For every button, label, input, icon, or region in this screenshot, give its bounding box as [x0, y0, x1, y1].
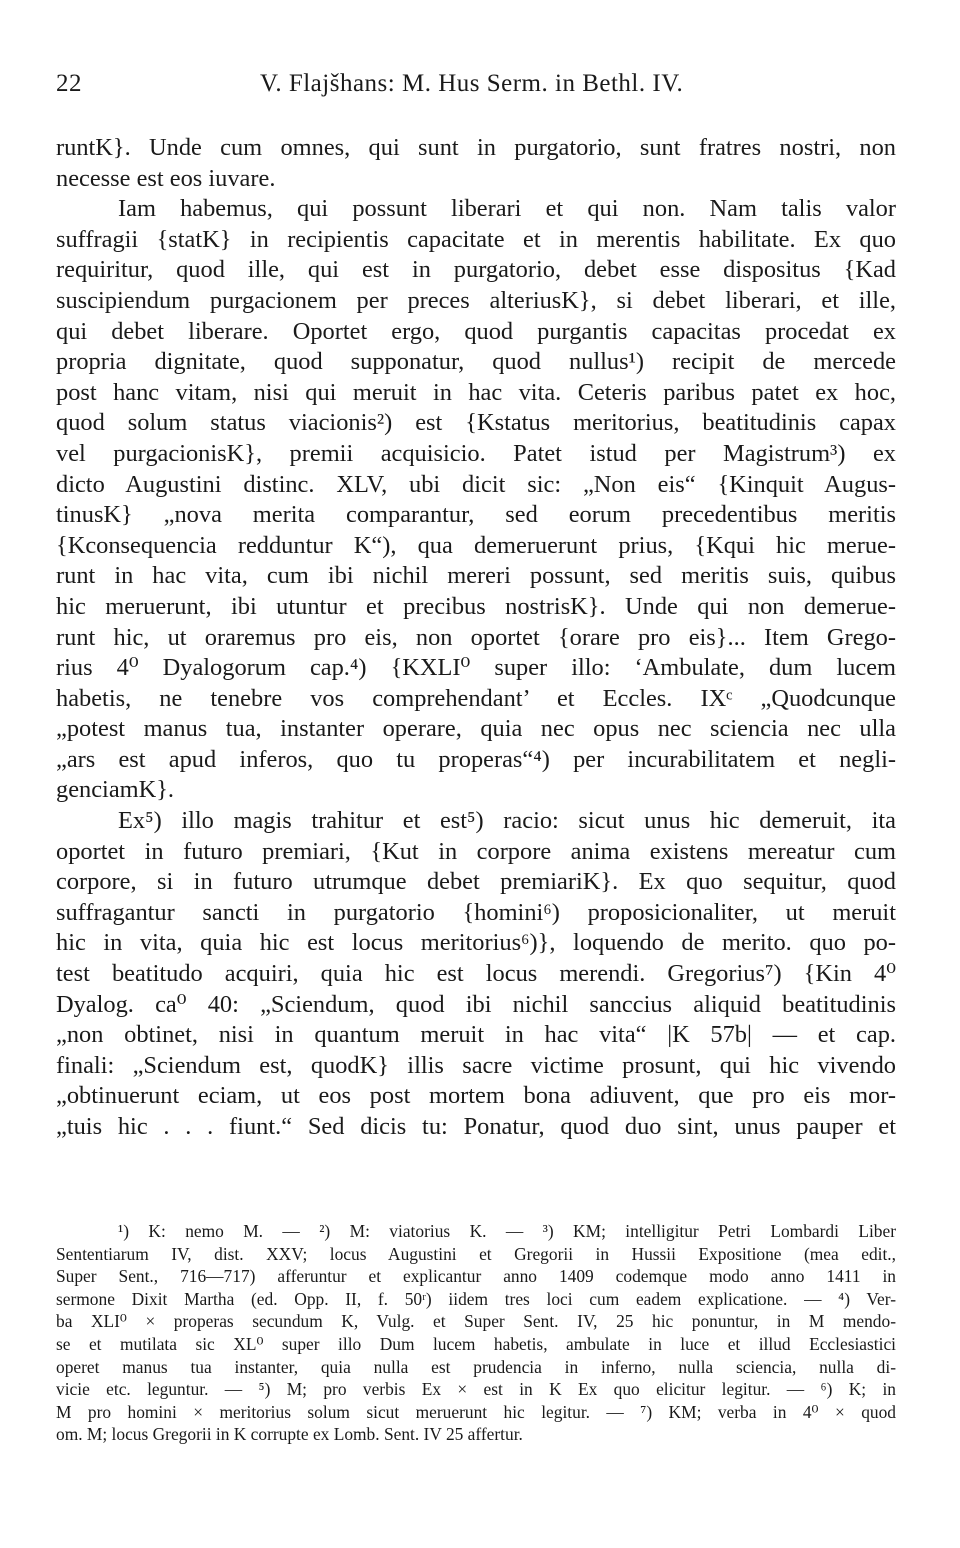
footnote-line: Sententiarum IV, dist. XXV; locus Augustini et Gregorii in Hussii Expositione (mea edit.,: [56, 1243, 896, 1264]
text-line: Iam habemus, qui possunt liberari et qui non. Nam talis valor: [118, 195, 896, 223]
page-number: 22: [56, 70, 82, 97]
text-line: hic in vita, quia hic est locus meritorius⁶)}, loquendo de merito. quo po-: [56, 929, 896, 957]
text-line: genciamK}.: [56, 776, 175, 804]
footnote-line: operet manus tua instanter, quia nulla est prudencia in inferno, nulla sciencia, nulla di-: [56, 1356, 896, 1377]
main-text: [56, 133, 896, 1143]
footnote-line: ba XLI⁰ × properas secundum K, Vulg. et Super Sent. IV, 25 hic ponuntur, in M mendo-: [56, 1311, 896, 1332]
text-line: vel purgacionisK}, premii acquisicio. Patet istud per Magistrum³) ex: [56, 439, 896, 467]
text-line: oportet in futuro premiari, {Kut in corpore anima existens mereatur cum: [56, 837, 896, 865]
text-line: {Kconsequencia redduntur K“), qua demeruerunt prius, {Kqui hic merue-: [56, 531, 896, 559]
text-line: dicto Augustini distinc. XLV, ubi dicit sic: „Non eis“ {Kinquit Augus-: [56, 470, 896, 498]
text-line: „potest manus tua, instanter operare, quia nec opus nec sciencia nec ulla: [56, 715, 896, 743]
footnote-line: sermone Dixit Martha (ed. Opp. II, f. 50ʳ) iidem tres loci cum eadem explicatione. — ⁴) Ver-: [56, 1288, 896, 1309]
text-line: runt hic, ut oraremus pro eis, non oportet {orare pro eis}... Item Grego-: [56, 623, 896, 651]
text-line: „tuis hic . . . fiunt.“ Sed dicis tu: Ponatur, quod duo sint, unus pauper et: [56, 1113, 896, 1140]
text-line: Dyalog. ca⁰ 40: „Sciendum, quod ibi nichil sanccius aliquid beatitudinis: [56, 990, 896, 1018]
text-line: necesse est eos iuvare.: [56, 164, 276, 192]
running-title: V. Flajšhans: M. Hus Serm. in Bethl. IV.: [260, 70, 684, 97]
text-line: requiritur, quod ille, qui est in purgatorio, debet esse dispositus {Kad: [56, 256, 896, 284]
text-line: test beatitudo acquiri, quia hic est locus merendi. Gregorius⁷) {Kin 4⁰: [56, 960, 896, 988]
text-line: corpore, si in futuro utrumque debet premiariK}. Ex quo sequitur, quod: [56, 868, 896, 896]
text-line: quod solum status viacionis²) est {Kstatus meritorius, beatitudinis capax: [56, 409, 896, 437]
text-line: „non obtinet, nisi in quantum meruit in hac vita“ |K 57b| — et cap.: [56, 1021, 896, 1049]
footnote-line: se et mutilata sic XL⁰ super illo Dum lucem habetis, ambulate in luce et illud Ecclesiastici: [56, 1333, 896, 1354]
text-line: suffragii {statK} in recipientis capacitate et in merentis habilitate. Ex quo: [56, 225, 896, 253]
footnote-line: Super Sent., 716—717) afferuntur et explicantur anno 1409 codemque modo anno 1411 in: [56, 1266, 896, 1287]
text-line: post hanc vitam, nisi qui meruit in hac vita. Ceteris paribus patet ex hoc,: [56, 378, 896, 406]
text-line: suffragantur sancti in purgatorio {homini⁶) proposicionaliter, ut meruit: [56, 898, 896, 926]
footnote-line: M pro homini × meritorius solum sicut meruerunt hic legitur. — ⁷) KM; verba in 4⁰ × quod: [56, 1401, 896, 1422]
text-line: runt in hac vita, cum ibi nichil mereri possunt, sed meritis suis, quibus: [56, 562, 896, 590]
text-line: „ars est apud inferos, quo tu properas“⁴) per incurabilitatem et negli-: [56, 745, 896, 773]
footnote-line: vicie etc. leguntur. — ⁵) M; pro verbis Ex × est in K Ex quo elicitur legitur. — ⁶) K; in: [56, 1379, 896, 1400]
text-line: hic meruerunt, ibi utuntur et precibus nostrisK}. Unde qui non demerue-: [56, 592, 896, 620]
page-header: [56, 70, 896, 106]
text-line: „obtinuerunt eciam, ut eos post mortem bona adiuvent, que pro eis mor-: [56, 1082, 896, 1110]
text-line: suscipiendum purgacionem per preces alteriusK}, si debet liberari, et ille,: [56, 286, 896, 314]
text-line: finali: „Sciendum est, quodK} illis sacre victime prosunt, qui hic vivendo: [56, 1051, 896, 1079]
text-line: propria dignitate, quod supponatur, quod nullus¹) recipit de mercede: [56, 348, 896, 376]
footnotes: [56, 1220, 896, 1446]
text-line: runtK}. Unde cum omnes, qui sunt in purgatorio, sunt fratres nostri, non: [56, 134, 896, 161]
text-line: habetis, ne tenebre vos comprehendant’ et Eccles. IXᶜ „Quodcunque: [56, 684, 896, 712]
footnote-line: ¹) K: nemo M. — ²) M: viatorius K. — ³) KM; intelligitur Petri Lombardi Liber: [118, 1221, 896, 1241]
footnote-line: om. M; locus Gregorii in K corrupte ex Lomb. Sent. IV 25 affertur.: [56, 1424, 523, 1445]
text-line: rius 4⁰ Dyalogorum cap.⁴) {KXLI⁰ super illo: ‘Ambulate, dum lucem: [56, 654, 896, 682]
text-line: tinusK} „nova merita comparantur, sed eorum precedentibus meritis: [56, 501, 896, 529]
text-line: Ex⁵) illo magis trahitur et est⁵) racio: sicut unus hic demeruit, ita: [118, 807, 896, 835]
text-line: qui debet liberare. Oportet ergo, quod purgantis capacitas procedat ex: [56, 317, 896, 345]
